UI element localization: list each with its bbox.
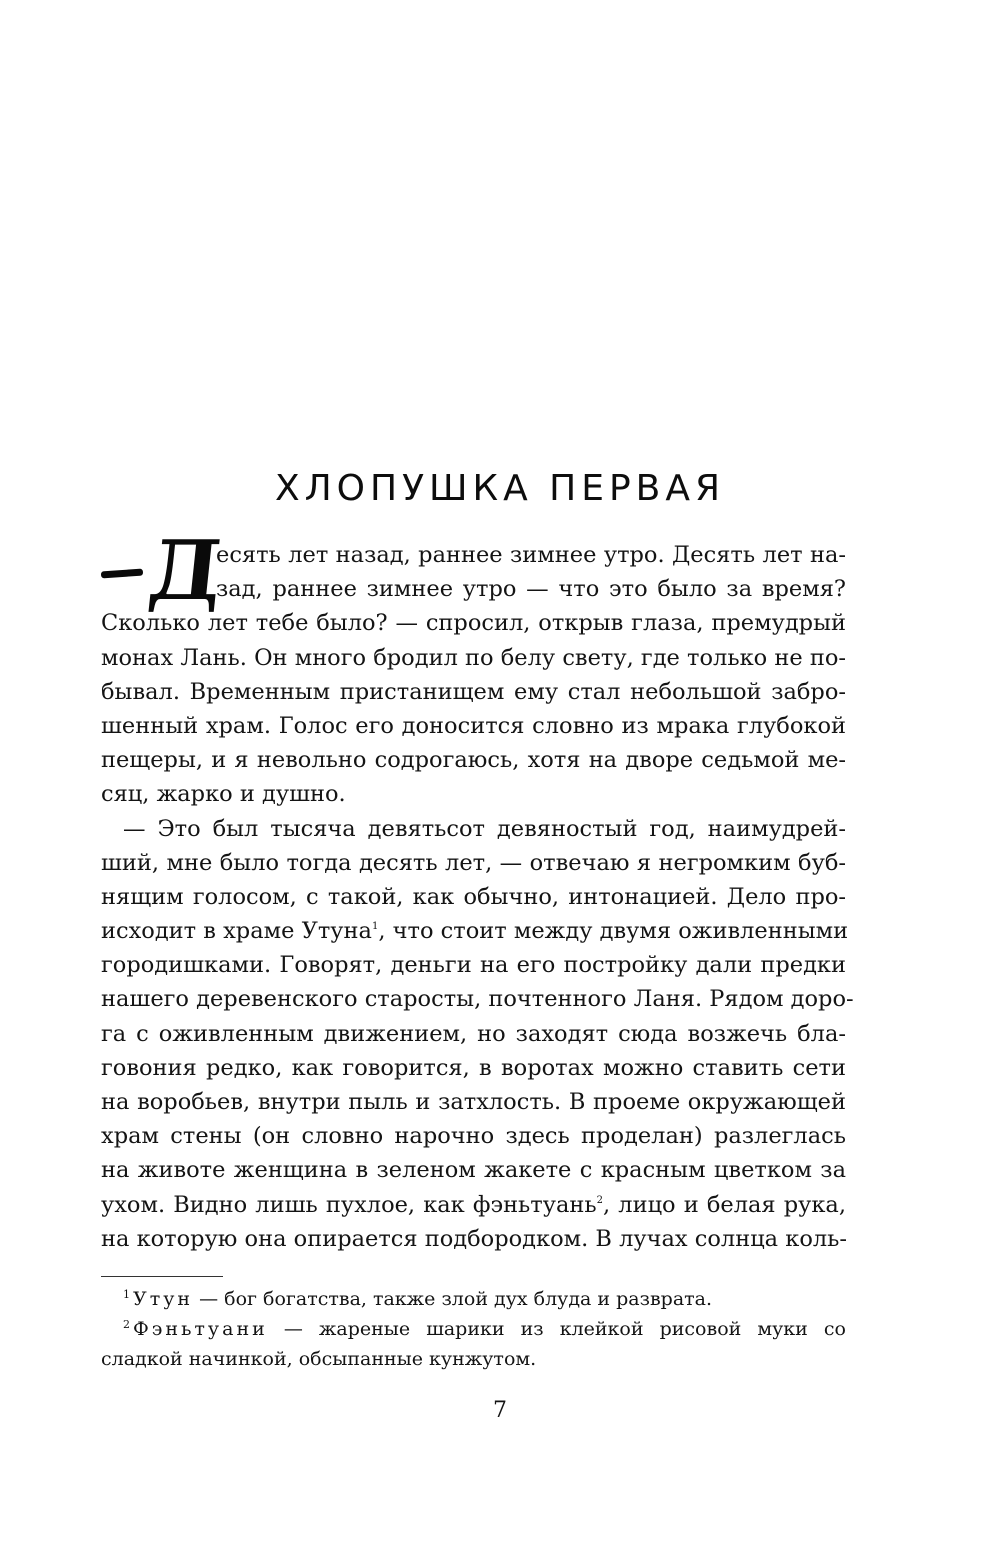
text-line: нашего деревенского старосты, почтенного Ланя. Рядом доро- [101, 986, 854, 1013]
page-number: 7 [493, 1398, 507, 1423]
text-line: есять лет назад, раннее зимнее утро. Десять лет на- [216, 542, 846, 568]
text-line: ший, мне было тогда десять лет, — отвечаю я негромким буб- [101, 849, 846, 876]
text-line: на которую она опирается подбородком. В лучах солнца коль- [101, 1225, 848, 1252]
text-fragment: исходит в храме Утуна [101, 918, 372, 945]
footnote-ref: 1 [371, 921, 379, 933]
footnote-text: — жареные шарики из клейкой рисовой муки со [267, 1318, 846, 1340]
footnote-ref: 2 [596, 1194, 604, 1206]
text-line: городишками. Говорят, деньги на его постройку дали предки [101, 952, 846, 979]
text-fragment: ухом. Видно лишь пухлое, как фэньтуань [101, 1191, 597, 1218]
chapter-title: ХЛОПУШКА ПЕРВАЯ [274, 468, 726, 509]
text-fragment: что стоит между двумя оживленными [392, 918, 849, 945]
text-line [101, 1188, 846, 1222]
text-line: Сколько лет тебе было? — спросил, открыв глаза, премудрый [101, 610, 846, 637]
body-text [101, 538, 854, 1256]
text-line: — Это был тысяча девятьсот девяностый год, наимудрей- [123, 815, 846, 842]
footnote-1 [101, 1284, 846, 1314]
footnote-number: 1 [123, 1288, 130, 1301]
text-line: зад, раннее зимнее утро — что это было за время? [216, 576, 846, 603]
text-line: монах Лань. Он много бродил по белу свету, где только не по- [101, 644, 846, 671]
text-line: пещеры, и я невольно содрогаюсь, хотя на дворе седьмой ме- [101, 747, 846, 774]
footnote-2 [101, 1314, 846, 1344]
text-line: говония редко, как говорится, в воротах можно ставить сети [101, 1054, 846, 1081]
text-line: бывал. Временным пристанищем ему стал небольшой забро- [101, 678, 846, 705]
footnote-2-continued: сладкой начинкой, обсыпанные кунжутом. [101, 1348, 537, 1370]
footnote-term: Фэньтуани [133, 1318, 268, 1340]
footnote-text: — бог богатства, также злой дух блуда и разврата. [193, 1288, 713, 1310]
text-line: исходит в храме Утуна$^1$, что стоит между двумя оживленными [101, 918, 849, 945]
text-line: сяц, жарко и душно. [101, 781, 346, 808]
text-line: га с оживленным движением, но заходят сюда возжечь бла- [101, 1020, 846, 1047]
text-line: на воробьев, внутри пыль и затхлость. В проеме окружающей [101, 1089, 846, 1115]
drop-cap-letter: Д [143, 523, 227, 619]
text-line: нящим голосом, с такой, как обычно, интонацией. Дело про- [101, 883, 846, 910]
footnote-number: 2 [123, 1318, 130, 1331]
text-line: на животе женщина в зеленом жакете с красным цветком за [101, 1157, 846, 1184]
footnote-term: Утун [133, 1288, 194, 1310]
text-line: храм стены (он словно нарочно здесь проделан) разлеглась [101, 1123, 846, 1150]
text-line: шенный храм. Голос его доносится словно из мрака глубокой [101, 712, 846, 739]
footnotes [101, 1284, 846, 1374]
text-fragment: , лицо и белая рука, [603, 1191, 846, 1218]
footnote-divider [101, 1276, 223, 1277]
